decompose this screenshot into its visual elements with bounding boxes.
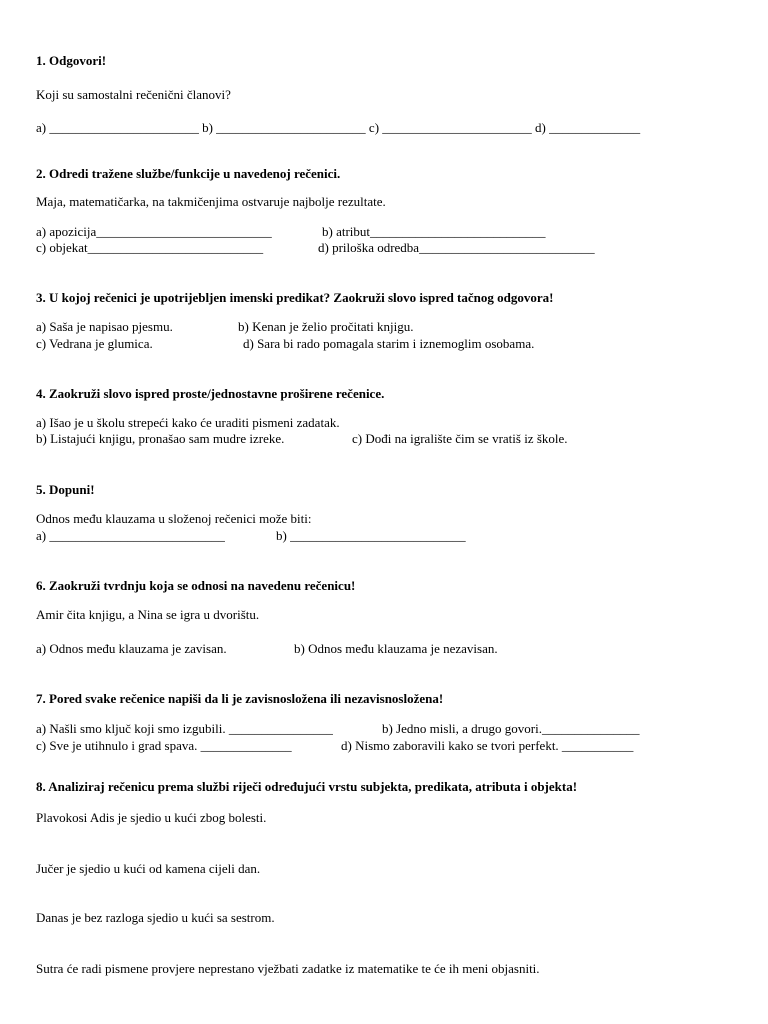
question-6-option-a: a) Odnos među klauzama je zavisan. — [36, 641, 227, 656]
question-6-title: 6. Zaokruži tvrdnju koja se odnosi na navedenu rečenicu! — [36, 578, 356, 593]
question-5-answer-a: a) ___________________________ — [36, 528, 225, 543]
question-3-option-a: a) Saša je napisao pjesmu. — [36, 319, 173, 334]
question-3-option-d: d) Sara bi rado pomagala starim i iznemoglim osobama. — [243, 336, 535, 351]
question-2-option-d: d) priloška odredba___________________________ — [318, 240, 595, 255]
question-4-title: 4. Zaokruži slovo ispred proste/jednostavne proširene rečenice. — [36, 386, 385, 401]
question-5-prompt: Odnos među klauzama u složenoj rečenici može biti: — [36, 511, 312, 526]
question-7-title: 7. Pored svake rečenice napiši da li je zavisnosložena ili nezavisnosložena! — [36, 691, 444, 706]
question-2-sentence: Maja, matematičarka, na takmičenjima ostvaruje najbolje rezultate. — [36, 194, 386, 209]
question-2-title: 2. Odredi tražene službe/funkcije u navedenoj rečenici. — [36, 166, 341, 181]
question-6-sentence: Amir čita knjigu, a Nina se igra u dvorištu. — [36, 607, 260, 622]
question-2-option-a: a) apozicija___________________________ — [36, 224, 272, 239]
question-2-option-b: b) atribut___________________________ — [322, 224, 546, 239]
question-5-answer-b: b) ___________________________ — [276, 528, 466, 543]
question-2-option-c: c) objekat___________________________ — [36, 240, 264, 255]
question-7-option-a: a) Našli smo ključ koji smo izgubili. ________________ — [36, 721, 333, 736]
question-8-sentence-2: Jučer je sjedio u kući od kamena cijeli dan. — [36, 861, 261, 876]
question-6-option-b: b) Odnos među klauzama je nezavisan. — [294, 641, 498, 656]
question-4-option-c: c) Dođi na igralište čim se vratiš iz škole. — [352, 431, 568, 446]
question-8-title: 8. Analiziraj rečenicu prema službi riječi određujući vrstu subjekta, predikata, atributa i objekta! — [36, 779, 578, 794]
question-1-text: Koji su samostalni rečenični članovi? — [36, 87, 231, 102]
question-8-sentence-3: Danas je bez razloga sjedio u kući sa sestrom. — [36, 910, 275, 925]
question-5-title: 5. Dopuni! — [36, 482, 95, 497]
question-3-option-b: b) Kenan je želio pročitati knjigu. — [238, 319, 414, 334]
question-8-sentence-4: Sutra će radi pismene provjere neprestano vježbati zadatke iz matematike te će ih meni objasniti. — [36, 961, 540, 976]
question-1-title: 1. Odgovori! — [36, 53, 107, 68]
question-7-option-c: c) Sve je utihnulo i grad spava. ______________ — [36, 738, 292, 753]
question-8-sentence-1: Plavokosi Adis je sjedio u kući zbog bolesti. — [36, 810, 267, 825]
question-3-title: 3. U kojoj rečenici je upotrijebljen imenski predikat? Zaokruži slovo ispred tačnog odgovora! — [36, 290, 554, 305]
question-3-option-c: c) Vedrana je glumica. — [36, 336, 153, 351]
question-4-option-a: a) Išao je u školu strepeći kako će uraditi pismeni zadatak. — [36, 415, 340, 430]
question-4-option-b: b) Listajući knjigu, pronašao sam mudre izreke. — [36, 431, 285, 446]
question-1-answer-lines: a) _______________________ b) _______________________ c) _______________________ d) ______________ — [36, 120, 641, 135]
question-7-option-b: b) Jedno misli, a drugo govori._______________ — [382, 721, 640, 736]
question-7-option-d: d) Nismo zaboravili kako se tvori perfekt. ___________ — [341, 738, 634, 753]
